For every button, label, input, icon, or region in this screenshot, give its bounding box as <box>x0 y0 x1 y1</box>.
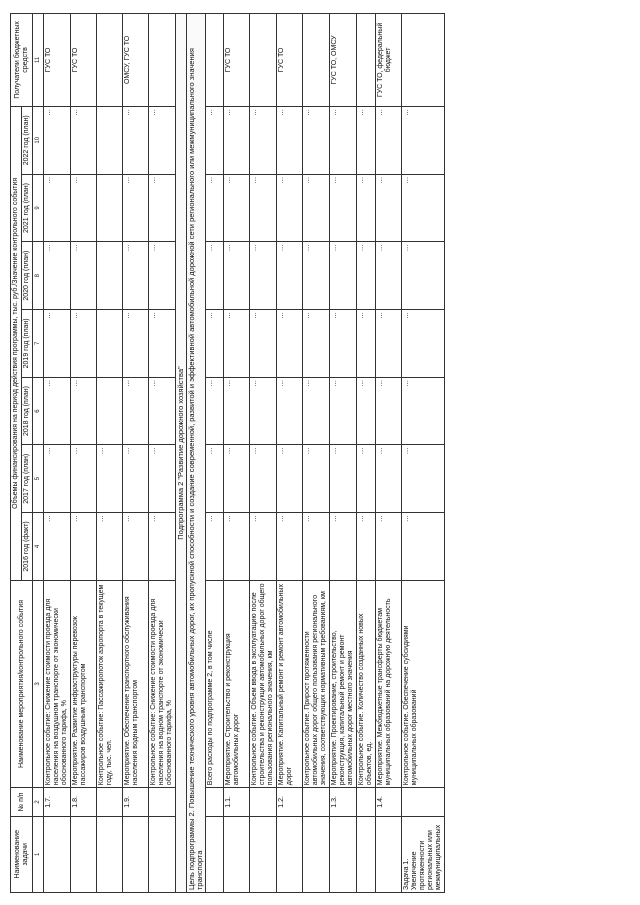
task-cell <box>149 816 176 892</box>
col-2016: 2016 год (факт) <box>22 513 33 581</box>
value-2017: … <box>149 445 176 513</box>
value-2018: … <box>277 377 303 445</box>
value-2016: … <box>206 513 224 581</box>
value-2017: … <box>303 445 330 513</box>
value-2018: … <box>206 377 224 445</box>
value-2020: … <box>357 242 376 310</box>
task-cell: Задача 1. Увеличение протяженности региональных или межмуниципальных <box>402 816 445 892</box>
value-2020: … <box>303 242 330 310</box>
event-text: Контрольное событие. Количество созданных новых объектов, ед. <box>357 580 376 787</box>
value-2016: … <box>376 513 402 581</box>
row-number: 1.9. <box>123 788 149 816</box>
value-2022: … <box>250 106 277 174</box>
value-2022: … <box>123 106 149 174</box>
task-cell <box>97 816 123 892</box>
table-row <box>224 14 250 893</box>
row-number <box>250 788 277 816</box>
value-2022 <box>97 106 123 174</box>
value-2016: … <box>330 513 357 581</box>
task-cell <box>206 816 224 892</box>
value-2021: … <box>149 174 176 242</box>
value-2017: … <box>44 445 71 513</box>
value-2016: … <box>224 513 250 581</box>
value-2019: … <box>123 310 149 378</box>
value-2018: … <box>376 377 402 445</box>
value-2022: … <box>357 106 376 174</box>
task-cell <box>44 816 71 892</box>
event-text: Всего расходы по подпрограмме 2, в том числе <box>206 580 224 787</box>
recipient-cell: ОМСУ, ГУС ТО <box>123 14 149 107</box>
value-2021: … <box>376 174 402 242</box>
value-2016: … <box>44 513 71 581</box>
table-row <box>277 14 303 893</box>
value-2017: … <box>330 445 357 513</box>
col-num: 11 <box>33 14 44 107</box>
value-2021: … <box>357 174 376 242</box>
task-cell <box>250 816 277 892</box>
value-2020: … <box>250 242 277 310</box>
value-2018: … <box>71 377 97 445</box>
value-2020: … <box>277 242 303 310</box>
value-2020: … <box>376 242 402 310</box>
value-2022: … <box>330 106 357 174</box>
table-row <box>97 14 123 893</box>
value-2017: … <box>357 445 376 513</box>
event-text: Контрольное событие: Пассажиропоток аэропорта в текущем году, тыс. чел. <box>97 580 123 787</box>
col-num: 10 <box>33 106 44 174</box>
value-2020: … <box>224 242 250 310</box>
recipient-cell <box>250 14 277 107</box>
table-row <box>123 14 149 893</box>
value-2016: … <box>357 513 376 581</box>
table-row <box>402 14 445 893</box>
value-2017: … <box>277 445 303 513</box>
value-2018 <box>97 377 123 445</box>
recipient-cell: ГУС ТО, федеральный бюджет <box>376 14 402 107</box>
table-row <box>149 14 176 893</box>
value-2021: … <box>123 174 149 242</box>
row-number: 1.8. <box>71 788 97 816</box>
value-2021: … <box>303 174 330 242</box>
value-2019 <box>97 310 123 378</box>
row-number <box>402 788 445 816</box>
col-num: 9 <box>33 174 44 242</box>
event-text: Контрольное событие. Прирост протяженности автомобильных дорог общего пользования регионального значения, соответствующих нормативным требованиям, км <box>303 580 330 787</box>
task-cell <box>330 816 357 892</box>
subprogram-title: Подпрограмма 2 "Развитие дорожного хозяйства" <box>176 14 187 893</box>
task-cell <box>357 816 376 892</box>
value-2017: … <box>402 445 445 513</box>
value-2018: … <box>44 377 71 445</box>
value-2019: … <box>71 310 97 378</box>
value-2019: … <box>250 310 277 378</box>
value-2018: … <box>330 377 357 445</box>
table-body <box>44 14 445 893</box>
event-text: Контрольное событие: Снижение стоимости проезда для населения на водном транспорте от экономически обоснованного тарифа, % <box>149 580 176 787</box>
col-2019: 2019 год (план) <box>22 310 33 378</box>
row-number <box>149 788 176 816</box>
column-number-row <box>33 14 44 893</box>
col-2018: 2018 год (план) <box>22 377 33 445</box>
value-2021: … <box>206 174 224 242</box>
value-2019: … <box>277 310 303 378</box>
program-funding-table <box>10 13 445 893</box>
value-2022: … <box>376 106 402 174</box>
value-2016: … <box>149 513 176 581</box>
col-2017: 2017 год (план) <box>22 445 33 513</box>
event-text: Мероприятие. Межбюджетные трансферты бюджетам муниципальных образований на дорожную деятельность <box>376 580 402 787</box>
event-text: Мероприятие. Строительство и реконструкция автомобильных дорог <box>224 580 250 787</box>
event-text: Контрольное событие. Объем ввода в эксплуатацию после строительства и реконструкции автомобильных дорог общего пользования регионального значения, км <box>250 580 277 787</box>
row-number <box>206 788 224 816</box>
value-2021: … <box>402 174 445 242</box>
value-2017: … <box>97 445 123 513</box>
col-event-name: Наименование мероприятия/контрольного события <box>11 580 33 787</box>
recipient-cell: ГУС ТО <box>44 14 71 107</box>
goal-title: Цель подпрограммы 2. Повышение технического уровня автомобильных дорог, их пропускной способности и создание современной, развитой и эффективной автомобильной дорожной сети регионального или межмуниципального значения транспорта <box>187 14 206 893</box>
task-cell <box>224 816 250 892</box>
col-task-name: Наименование задачи <box>11 816 33 892</box>
value-2021: … <box>250 174 277 242</box>
col-num: 8 <box>33 242 44 310</box>
event-text: Мероприятие. Развитие инфраструктуры перевозок пассажиров воздушным транспортом <box>71 580 97 787</box>
value-2016: … <box>402 513 445 581</box>
value-2017: … <box>376 445 402 513</box>
row-number: 1.2. <box>277 788 303 816</box>
value-2022: … <box>206 106 224 174</box>
section-band <box>176 14 187 893</box>
recipient-cell: ГУС ТО, ОМСУ <box>330 14 357 107</box>
row-number: 1.7. <box>44 788 71 816</box>
value-2021 <box>97 174 123 242</box>
value-2021: … <box>330 174 357 242</box>
table-row <box>376 14 402 893</box>
value-2022: … <box>224 106 250 174</box>
row-number: 1.4. <box>376 788 402 816</box>
col-num: 6 <box>33 377 44 445</box>
value-2016: … <box>123 513 149 581</box>
task-cell <box>303 816 330 892</box>
value-2020: … <box>149 242 176 310</box>
value-2019: … <box>357 310 376 378</box>
value-2016: … <box>303 513 330 581</box>
value-2019: … <box>44 310 71 378</box>
task-cell <box>277 816 303 892</box>
event-text: Мероприятие. Обеспечение транспортного обслуживания населения водным транспортом <box>123 580 149 787</box>
table-row <box>44 14 71 893</box>
section-band <box>187 14 206 893</box>
col-2021: 2021 год (план) <box>22 174 33 242</box>
value-2022: … <box>402 106 445 174</box>
recipient-cell: ГУС ТО <box>71 14 97 107</box>
table-row <box>71 14 97 893</box>
value-2017: … <box>224 445 250 513</box>
col-num: 2 <box>33 788 44 816</box>
value-2017: … <box>71 445 97 513</box>
value-2019: … <box>149 310 176 378</box>
table-row <box>330 14 357 893</box>
value-2016: … <box>250 513 277 581</box>
value-2020: … <box>206 242 224 310</box>
col-2020: 2020 год (план) <box>22 242 33 310</box>
col-num: 3 <box>33 580 44 787</box>
recipient-cell <box>303 14 330 107</box>
event-text: Мероприятие. Капитальный ремонт и ремонт автомобильных дорог <box>277 580 303 787</box>
value-2016: … <box>97 513 123 581</box>
value-2019: … <box>376 310 402 378</box>
row-number <box>97 788 123 816</box>
value-2022: … <box>277 106 303 174</box>
col-2022: 2022 год (план) <box>22 106 33 174</box>
row-number <box>303 788 330 816</box>
table-row <box>250 14 277 893</box>
recipient-cell <box>206 14 224 107</box>
value-2016: … <box>277 513 303 581</box>
value-2020: … <box>402 242 445 310</box>
value-2017: … <box>250 445 277 513</box>
row-number: 1.3. <box>330 788 357 816</box>
recipient-cell <box>402 14 445 107</box>
recipient-cell <box>149 14 176 107</box>
value-2019: … <box>402 310 445 378</box>
recipient-cell <box>357 14 376 107</box>
value-2021: … <box>277 174 303 242</box>
recipient-cell <box>97 14 123 107</box>
value-2017: … <box>206 445 224 513</box>
value-2022: … <box>44 106 71 174</box>
value-2020 <box>97 242 123 310</box>
value-2020: … <box>123 242 149 310</box>
value-2021: … <box>71 174 97 242</box>
col-num: 7 <box>33 310 44 378</box>
table-row <box>357 14 376 893</box>
task-cell <box>376 816 402 892</box>
col-funding-group: Объемы финансирования на период действия программы, тыс. руб./Значение контрольного события <box>11 106 22 580</box>
recipient-cell: ГУС ТО <box>224 14 250 107</box>
value-2018: … <box>357 377 376 445</box>
col-num: 5 <box>33 445 44 513</box>
value-2018: … <box>149 377 176 445</box>
value-2019: … <box>330 310 357 378</box>
row-number: 1.1. <box>224 788 250 816</box>
value-2021: … <box>224 174 250 242</box>
col-recipient: Получатели бюджетных средств <box>11 14 33 107</box>
value-2022: … <box>303 106 330 174</box>
value-2022: … <box>71 106 97 174</box>
value-2020: … <box>44 242 71 310</box>
value-2021: … <box>44 174 71 242</box>
table-row <box>303 14 330 893</box>
value-2017: … <box>123 445 149 513</box>
table-row <box>206 14 224 893</box>
value-2018: … <box>402 377 445 445</box>
value-2018: … <box>250 377 277 445</box>
value-2019: … <box>206 310 224 378</box>
col-number: № п/п <box>11 788 33 816</box>
col-num: 4 <box>33 513 44 581</box>
event-text: Контрольное событие. Обеспечение субсидиями муниципальных образований <box>402 580 445 787</box>
row-number <box>357 788 376 816</box>
value-2016: … <box>71 513 97 581</box>
value-2018: … <box>224 377 250 445</box>
value-2018: … <box>123 377 149 445</box>
value-2019: … <box>303 310 330 378</box>
task-cell <box>123 816 149 892</box>
value-2020: … <box>71 242 97 310</box>
task-cell <box>71 816 97 892</box>
value-2022: … <box>149 106 176 174</box>
col-num: 1 <box>33 816 44 892</box>
value-2018: … <box>303 377 330 445</box>
value-2019: … <box>224 310 250 378</box>
event-text: Контрольное событие: Снижение стоимости проезда для населения на воздушном транспорте от экономически обоснованного тарифа, % <box>44 580 71 787</box>
recipient-cell: ГУС ТО <box>277 14 303 107</box>
value-2020: … <box>330 242 357 310</box>
event-text: Мероприятие. Проектирование, строительство, реконструкция, капитальный ремонт и ремонт автомобильных дорог местного значения <box>330 580 357 787</box>
